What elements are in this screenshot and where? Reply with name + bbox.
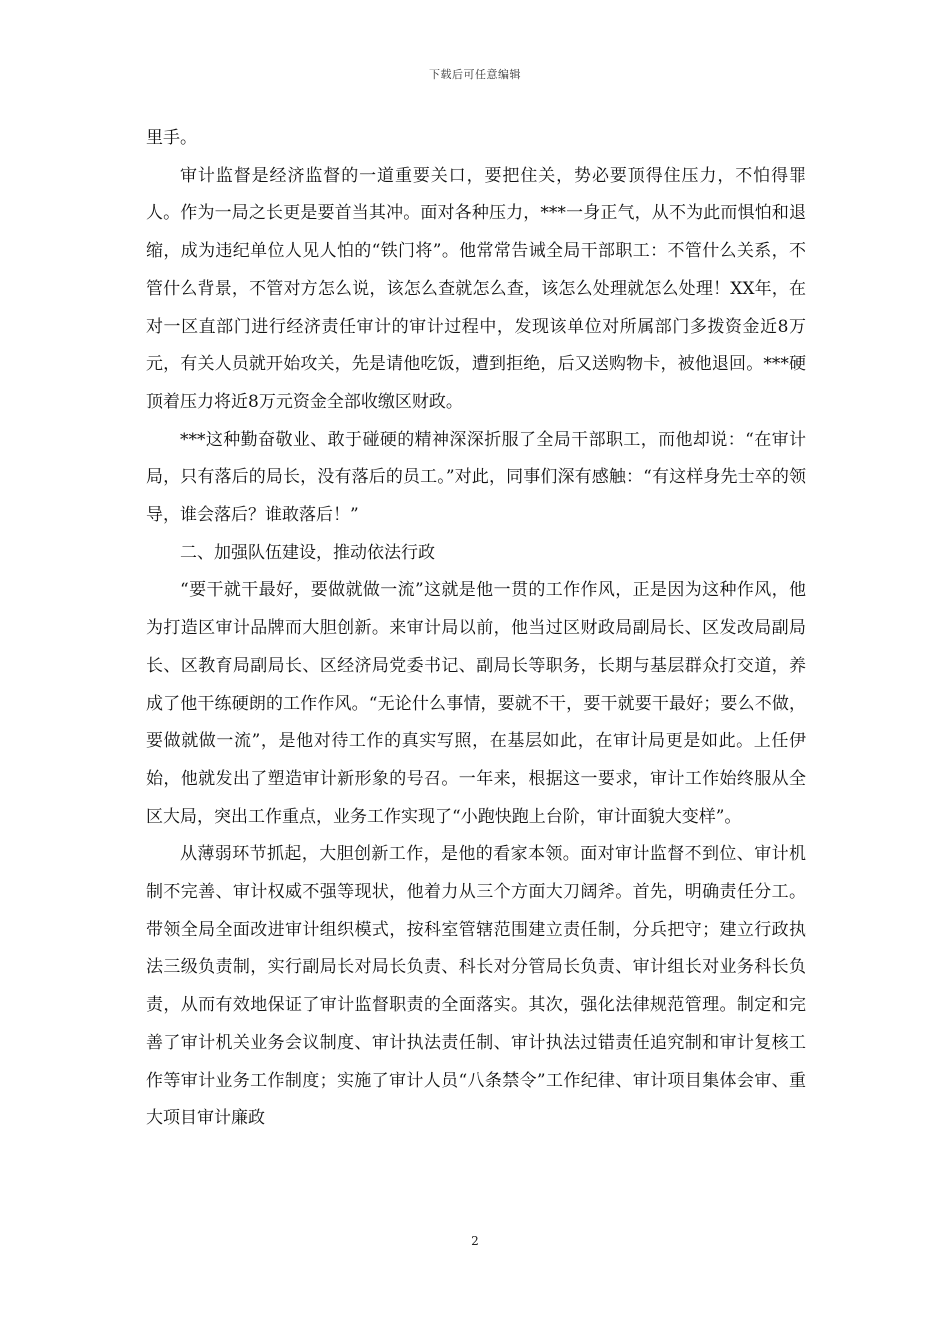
page-number: 2 xyxy=(471,1234,479,1248)
paragraph: 里手。 xyxy=(146,128,197,148)
document-body xyxy=(146,120,806,1138)
page-header: 下载后可任意编辑 xyxy=(429,68,521,81)
paragraph: ***这种勤奋敬业、敢于碰硬的精神深深折服了全局干部职工，而他却说：“在审计局，只有落后的局长，没有落后的员工。”对此，同事们深有感触：“有这样身先士卒的领导，谁会落后？谁敢落后！” xyxy=(146,429,806,526)
paragraph: 从薄弱环节抓起，大胆创新工作，是他的看家本领。面对审计监督不到位、审计机制不完善、审计权威不强等现状，他着力从三个方面大刀阔斧。首先，明确责任分工。带领全局全面改进审计组织模式，按科室管辖范围建立责任制，分兵把守；建立行政执法三级负责制，实行副局长对局长负责、科长对分管局长负责、审计组长对业务科长负责，从而有效地保证了审计监督职责的全面落实。其次，强化法律规范管理。制定和完善了审计机关业务会议制度、审计执法责任制、审计执法过错责任追究制和审计复核工作等审计业务工作制度；实施了审计人员“八条禁令”工作纪律、审计项目集体会审、重大项目审计廉政 xyxy=(146,844,806,1129)
section-heading: 二、加强队伍建设，推动依法行政 xyxy=(180,542,435,563)
paragraph: “要干就干最好，要做就做一流”这就是他一贯的工作作风，正是因为这种作风，他为打造区审计品牌而大胆创新。来审计局以前，他当过区财政局副局长、区发改局副局长、区教育局副局长、区经济局党委书记、副局长等职务，长期与基层群众打交道，养成了他干练硬朗的工作作风。“无论什么事情，要就不干，要干就要干最好；要么不做，要做就做一流”，是他对待工作的真实写照，在基层如此，在审计局更是如此。上任伊始，他就发出了塑造审计新形象的号召。一年来，根据这一要求，审计工作始终服从全区大局，突出工作重点，业务工作实现了“小跑快跑上台阶，审计面貌大变样”。 xyxy=(146,580,806,827)
paragraph: 审计监督是经济监督的一道重要关口，要把住关，势必要顶得住压力，不怕得罪人。作为一局之长更是要首当其冲。面对各种压力，***一身正气，从不为此而惧怕和退缩，成为违纪单位人见人怕的“铁门将”。他常常告诫全局干部职工：不管什么关系，不管什么背景，不管对方怎么说，该怎么查就怎么查，该怎么处理就怎么处理！XX年，在对一区直部门进行经济责任审计的审计过程中，发现该单位对所属部门多拨资金近8万元，有关人员就开始攻关，先是请他吃饭，遭到拒绝，后又送购物卡，被他退回。***硬顶着压力将近8万元资金全部收缴区财政。 xyxy=(146,165,806,412)
